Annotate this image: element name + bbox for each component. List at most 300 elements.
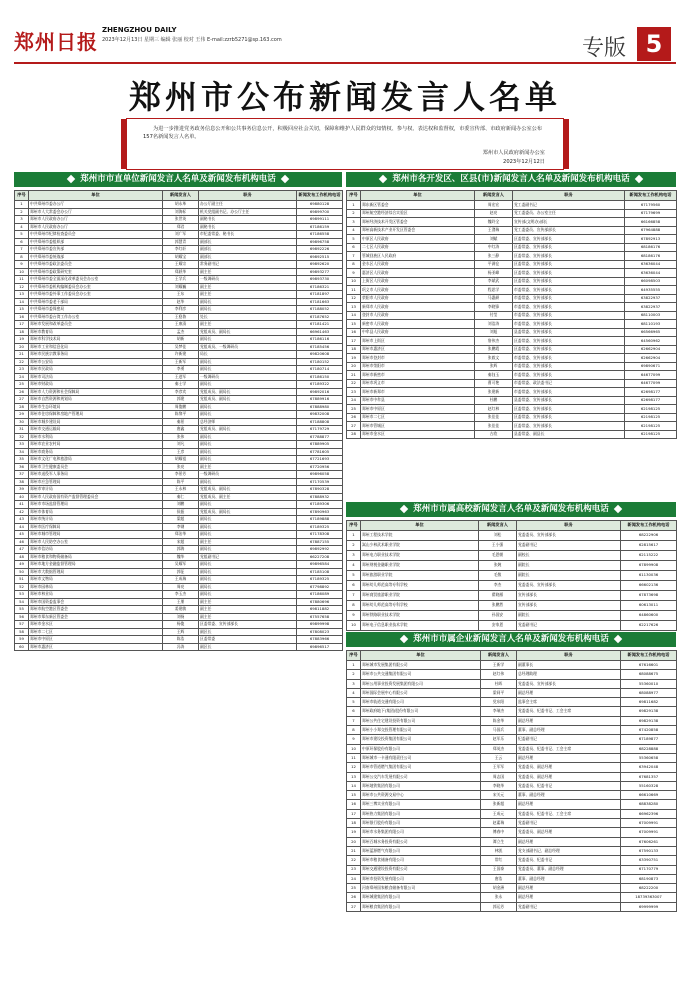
spokesperson-name: 王新军 [163,358,199,366]
position: 区委常委、宣传部部长 [513,235,625,244]
spokesperson-name: 刘海标 [163,208,199,216]
row-number: 7 [15,246,29,254]
row-number: 25 [15,381,29,389]
table-row [347,303,677,312]
row-number: 13 [15,291,29,299]
position: 副局长 [199,336,297,344]
spokesperson-name: 张伟 [163,433,199,441]
spokesperson-name: 唐浩 [481,874,517,883]
spokesperson-name: 王彦 [163,448,199,456]
row-number: 4 [347,226,361,235]
intro-box [126,118,564,170]
position: 副主任 [199,291,297,299]
table-row [347,430,677,439]
row-number: 1 [15,201,29,209]
phone-number: 62662904 [625,345,677,354]
spokesperson-name: 冯涛 [163,643,199,651]
phone-number: 66602136 [621,581,677,591]
spokesperson-name: 刘赋 [475,235,513,244]
position: 区委常委 [199,636,297,644]
unit-name: 郑州银行股份有限公司 [361,819,481,828]
intro-signature-org: 郑州市人民政府新闻办公室 [482,150,545,156]
row-number: 14 [347,311,361,320]
edition-info: 2023年12月13日 星期三 编辑 张丽 校对 王伟 E-mail:zzrb5271@sp.163.com [102,37,282,43]
row-number: 11 [15,276,29,284]
unit-name: 郑州市水务集团有限公司 [361,828,481,837]
unit-name: 新郑市人民政府 [361,303,475,312]
position: 党委副书记 [517,541,621,551]
table-row [15,561,343,569]
position: 副主任 [199,538,297,546]
position: 副董事长 [517,661,621,670]
phone-number: 67889905 [297,441,343,449]
table-districts [346,190,677,439]
table-row [15,538,343,546]
position: 区委常委、宣传部部长 [513,413,625,422]
phone-number: 18739363007 [621,893,677,902]
position: 常务副书记 [199,261,297,269]
table-row [15,433,343,441]
row-number: 56 [15,613,29,621]
newspaper-logo: 郑州日报 [14,30,98,54]
table-row [15,328,343,336]
phone-number: 69890671 [625,362,677,371]
position: 市委常委、宣传部部长 [513,303,625,312]
phone-number: 67186321 [297,283,343,291]
unit-name: 郑州市人民政府办公厅 [29,223,163,231]
spokesperson-name: 刘松 [479,531,517,541]
phone-number: 69893277 [297,268,343,276]
phone-number: 63822937 [625,294,677,303]
panel-title-text: 郑州市市属企业新闻发言人名单及新闻发布机构电话 [413,634,609,644]
table-row [15,553,343,561]
position: 副校长 [517,551,621,561]
row-number: 2 [15,208,29,216]
unit-name: 郑州市大数据管理局 [29,568,163,576]
spokesperson-name: 周俊鹏 [163,403,199,411]
phone-number: 67808023 [297,628,343,636]
phone-number: 69880128 [297,201,343,209]
spokesperson-name: 刘旭 [475,328,513,337]
phone-number: 64935555 [625,286,677,295]
table-row [15,583,343,591]
table-row [15,373,343,381]
unit-name: 郑州铁路职业技术学院 [361,611,479,621]
position: 副总经理 [517,893,621,902]
position: 党委副书记 [517,621,621,631]
table-row [15,358,343,366]
position: 副部长 [199,238,297,246]
table-row [347,846,677,855]
phone-number: 67180152 [297,358,343,366]
position: 党委委员、副总经理 [517,772,621,781]
unit-name: 郑州市投资发展有限公司 [361,874,481,883]
table-row [15,283,343,291]
unit-name: 郑州市人大常委会办公厅 [29,208,163,216]
unit-name: 郑州市应急管理局 [29,478,163,486]
phone-number: 67420858 [621,726,677,735]
table-row [15,486,343,494]
table-row [347,601,677,611]
row-number: 18 [15,328,29,336]
spokesperson-name: 郑治华 [163,531,199,539]
table-row [347,679,677,688]
position: 副院长 [517,561,621,571]
unit-name: 郑州公交汽车发展有限公司 [361,772,481,781]
spokesperson-name: 刘扬 [163,613,199,621]
phone-number: 69820608 [297,351,343,359]
phone-number: 63390751 [621,856,677,865]
position: 市委常委、宣传部部长 [513,320,625,329]
position: 党委委员、纪委书记 [517,781,621,790]
row-number: 17 [15,321,29,329]
table-row [347,828,677,837]
row-number: 26 [347,893,361,902]
intro-left-bar [121,119,127,169]
phone-number: 67181663 [297,298,343,306]
phone-number: 62815617 [621,541,677,551]
unit-name: 郑州电力职业技术学院 [361,551,479,561]
position: 市委常委、宣传部部长 [513,311,625,320]
spokesperson-name: 侯振 [163,508,199,516]
row-number: 33 [15,441,29,449]
phone-number: 67873698 [621,591,677,601]
table-row [347,800,677,809]
spokesperson-name: 胡永革 [163,201,199,209]
spokesperson-name: 王朋 [163,598,199,606]
row-number: 10 [347,277,361,286]
unit-name: 郑州交通建设投资有限公司 [361,865,481,874]
unit-name: 郑州市航空港区管委会 [29,606,163,614]
row-number: 7 [347,252,361,261]
unit-name: 郑东新区管委会 [361,201,475,210]
intro-signature-date: 2023年12月12日 [503,159,545,165]
unit-name: 中共郑州市委台湾工作办公室 [29,313,163,321]
position: 市委常委、宣传部部长 [513,362,625,371]
unit-name: 郑州市住房保障和房地产管理局 [29,411,163,419]
table-row [347,716,677,725]
unit-name: 荥阳市人民政府 [361,294,475,303]
spokesperson-name: 唐鑫 [163,426,199,434]
position: 副区长 [199,628,297,636]
unit-name: 郑州高新技术产业开发区管委会 [361,226,475,235]
spokesperson-name: 刘鹏 [163,501,199,509]
row-number: 2 [347,670,361,679]
unit-name: 郑州市公安局 [29,358,163,366]
position: 副局长 [199,358,297,366]
spokesperson-name: 曹可艳 [475,379,513,388]
row-number: 7 [347,716,361,725]
phone-number: 67681357 [621,772,677,781]
phone-number: 60613011 [621,601,677,611]
unit-name: 中共郑州市委保密局 [29,306,163,314]
unit-name: 郑州市林业局 [29,591,163,599]
phone-number: 67189325 [297,576,343,584]
position: 总经理助理 [517,670,621,679]
table-row [15,403,343,411]
row-number: 23 [347,388,361,397]
unit-name: 郑州工程技术学院 [361,531,479,541]
spokesperson-name: 王新学 [481,661,517,670]
spokesperson-name: 郭海 [163,546,199,554]
table-row [347,621,677,631]
table-row [347,252,677,261]
phone-number: 68186176 [625,252,677,261]
spokesperson-name: 秦景 [163,418,199,426]
unit-name: 郑州公共住宅建设投资有限公司 [361,716,481,725]
table-row [347,781,677,790]
position: 副局长 [199,298,297,306]
phone-number: 67180714 [297,366,343,374]
table-row [347,422,677,431]
row-number: 55 [15,606,29,614]
panel-title-text: 郑州市市属高校新闻发言人名单及新闻发布机构电话 [413,504,609,514]
table-row [15,441,343,449]
position: 总经济师 [199,418,297,426]
row-number: 16 [347,800,361,809]
position: 党委副书记 [517,902,621,911]
unit-name: 郑州市审计局 [29,486,163,494]
column-header: 序号 [347,521,361,531]
column-header: 单位 [361,191,475,201]
row-number: 3 [347,551,361,561]
masthead-divider [14,62,676,64]
spokesperson-name: 孙国安 [479,611,517,621]
table-row [15,628,343,636]
position: 办公厅副主任 [199,201,297,209]
phone-number: 63822937 [625,303,677,312]
unit-name: 中共郑州市委政法委员会 [29,261,163,269]
row-number: 50 [15,568,29,576]
phone-number: 67899908 [621,561,677,571]
phone-number: 62198125 [625,413,677,422]
row-number: 19 [347,828,361,837]
row-number: 4 [347,561,361,571]
phone-number: 55160328 [621,781,677,790]
row-number: 1 [347,661,361,670]
spokesperson-name: 梁超 [163,516,199,524]
unit-name: 登封市人民政府 [361,311,475,320]
position: 副局长 [199,591,297,599]
position: 董事、副总经理 [517,874,621,883]
table-row [15,523,343,531]
table-row [15,238,343,246]
spokesperson-name: 刘浩涛 [475,320,513,329]
row-number: 3 [15,216,29,224]
row-number: 3 [347,218,361,227]
table-row [15,448,343,456]
row-number: 6 [347,707,361,716]
diamond-icon [400,634,408,642]
table-header-row [347,521,677,531]
spokesperson-name: 王康清 [163,321,199,329]
unit-name: 郑州市巩义市 [361,379,475,388]
row-number: 11 [347,753,361,762]
row-number: 38 [15,478,29,486]
phone-number: 68088977 [621,688,677,697]
unit-name: 郑州市新郑市 [361,388,475,397]
phone-number: 67189877 [621,735,677,744]
row-number: 58 [15,628,29,636]
spokesperson-name: 张婉 [479,561,517,571]
column-header: 新闻发布工作机构电话 [621,651,677,661]
row-number: 9 [347,735,361,744]
unit-name: 中原环保股份有限公司 [361,744,481,753]
spokesperson-name: 宋关元 [481,791,517,800]
section-label: 专版 [582,36,627,61]
unit-name: 中共郑州市委全面深化改革委员会办公室 [29,276,163,284]
phone-number: 68088675 [621,670,677,679]
unit-name: 郑州城建集团有限公司 [361,893,481,902]
position: 区委常委、宣传部部长 [513,337,625,346]
unit-name: 郑州市医疗保障局 [29,523,163,531]
position: 党工委委员、办公室主任 [513,209,625,218]
table-row [15,456,343,464]
unit-name: 郑州经济技术开发区管委会 [361,218,475,227]
unit-name: 二七区人民政府 [361,243,475,252]
spokesperson-name: 吴梦佳 [163,343,199,351]
row-number: 16 [347,328,361,337]
phone-number: 67181421 [297,321,343,329]
position: 董事、副总经理 [517,726,621,735]
unit-name: 中共郑州市纪律检查委员会 [29,231,163,239]
unit-name: 郑州幼儿师范高等专科学校 [361,601,479,611]
row-number: 26 [347,413,361,422]
spokesperson-name: 张三静 [475,252,513,261]
spokesperson-name: 许新建 [163,351,199,359]
row-number: 4 [347,688,361,697]
spokesperson-name: 秦仁 [163,493,199,501]
table-row [15,411,343,419]
table-row [15,381,343,389]
spokesperson-name: 王军军 [481,763,517,772]
spokesperson-name: 张鹏然 [479,601,517,611]
position: 副局长 [199,403,297,411]
table-row [347,661,677,670]
phone-number: 63942048 [621,763,677,772]
table-row [347,902,677,911]
spokesperson-name: 张佳佳 [475,413,513,422]
table-row [15,298,343,306]
position: 副局长 [199,546,297,554]
unit-name: 中共郑州市委老干部局 [29,298,163,306]
unit-name: 郑州市生态环境局 [29,403,163,411]
spokesperson-name: 常红 [481,856,517,865]
spokesperson-name: 赵亮 [475,209,513,218]
position: 副秘书长 [199,216,297,224]
table-row [347,531,677,541]
position: 副局长 [199,456,297,464]
table-row [347,201,677,210]
position: 副主任 [199,463,297,471]
row-number: 22 [15,358,29,366]
spokesperson-name: 赵素瑞 [481,819,517,828]
phone-number: 61130036 [621,571,677,581]
table-row [15,216,343,224]
panel-title-colleges [346,502,676,517]
panel-title-districts [346,172,676,187]
position: 宣传部部长 [517,601,621,611]
row-number: 12 [347,294,361,303]
phone-number: 64560962 [625,337,677,346]
phone-number: 67189325 [297,523,343,531]
row-number: 45 [15,531,29,539]
table-row [15,313,343,321]
unit-name: 郑州市工业和信息化局 [29,343,163,351]
phone-number: 67170539 [297,478,343,486]
table-row [347,726,677,735]
spokesperson-name: 杨俊 [163,621,199,629]
table-row [347,809,677,818]
row-number: 46 [15,538,29,546]
row-number: 43 [15,516,29,524]
spokesperson-name: 胡新 [163,336,199,344]
row-number: 17 [347,809,361,818]
position: 党委委员、纪委书记、工会主席 [517,744,621,753]
position: 副主任 [199,613,297,621]
position: 副秘书长 [199,223,297,231]
diamond-icon [614,634,622,642]
page-headline: 郑州市公布新闻发言人名单 [128,78,561,116]
position: 局长 [199,351,297,359]
unit-name: 河南郑州国家粮食储备有限公司 [361,884,481,893]
position: 区委常委、宣传部部长 [513,422,625,431]
position: 党委副书记 [517,819,621,828]
table-row [15,268,343,276]
position: 副主任 [199,606,297,614]
table-row [15,388,343,396]
spokesperson-name: 胡耀宝 [163,253,199,261]
unit-name: 郑州市文化广电和旅游局 [29,456,163,464]
spokesperson-name: 王永林 [163,486,199,494]
unit-name: 郑州市登封市 [361,354,475,363]
position: 区委常委、宣传部部长 [199,621,297,629]
spokesperson-name: 付莹 [475,311,513,320]
phone-number: 67185456 [297,343,343,351]
panel-title-text: 郑州市各开发区、区县(市)新闻发言人名单及新闻发布机构电话 [392,174,630,184]
table-row [15,351,343,359]
phone-number: 67788877 [297,433,343,441]
spokesperson-name: 张辉 [475,362,513,371]
unit-name: 中原区人民政府 [361,235,475,244]
table-row [15,223,343,231]
position: 副总经理 [517,753,621,762]
position: 副局长 [199,381,297,389]
phone-number: 62115222 [621,551,677,561]
position: 一级调研员 [199,471,297,479]
position: 党组成员、副主任 [199,493,297,501]
spokesperson-name: 中红涛 [475,243,513,252]
unit-name: 郑州市水利局 [29,433,163,441]
phone-number: 67892913 [625,235,677,244]
spokesperson-name: 张毅文 [475,354,513,363]
row-number: 17 [347,337,361,346]
column-header: 新闻发布工作机构电话 [625,191,677,201]
phone-number: 69999999 [621,902,677,911]
spokesperson-name: 陈黎平 [163,411,199,419]
position: 副局长 [199,523,297,531]
phone-number: 67557658 [297,613,343,621]
table-row [15,546,343,554]
spokesperson-name: 王成瑞 [163,576,199,584]
table-row [347,893,677,902]
phone-number: 67009991 [621,828,677,837]
phone-number: 69896517 [297,643,343,651]
table-row [347,571,677,581]
table-row [347,744,677,753]
row-number: 5 [347,571,361,581]
column-header: 新闻发言人 [475,191,513,201]
